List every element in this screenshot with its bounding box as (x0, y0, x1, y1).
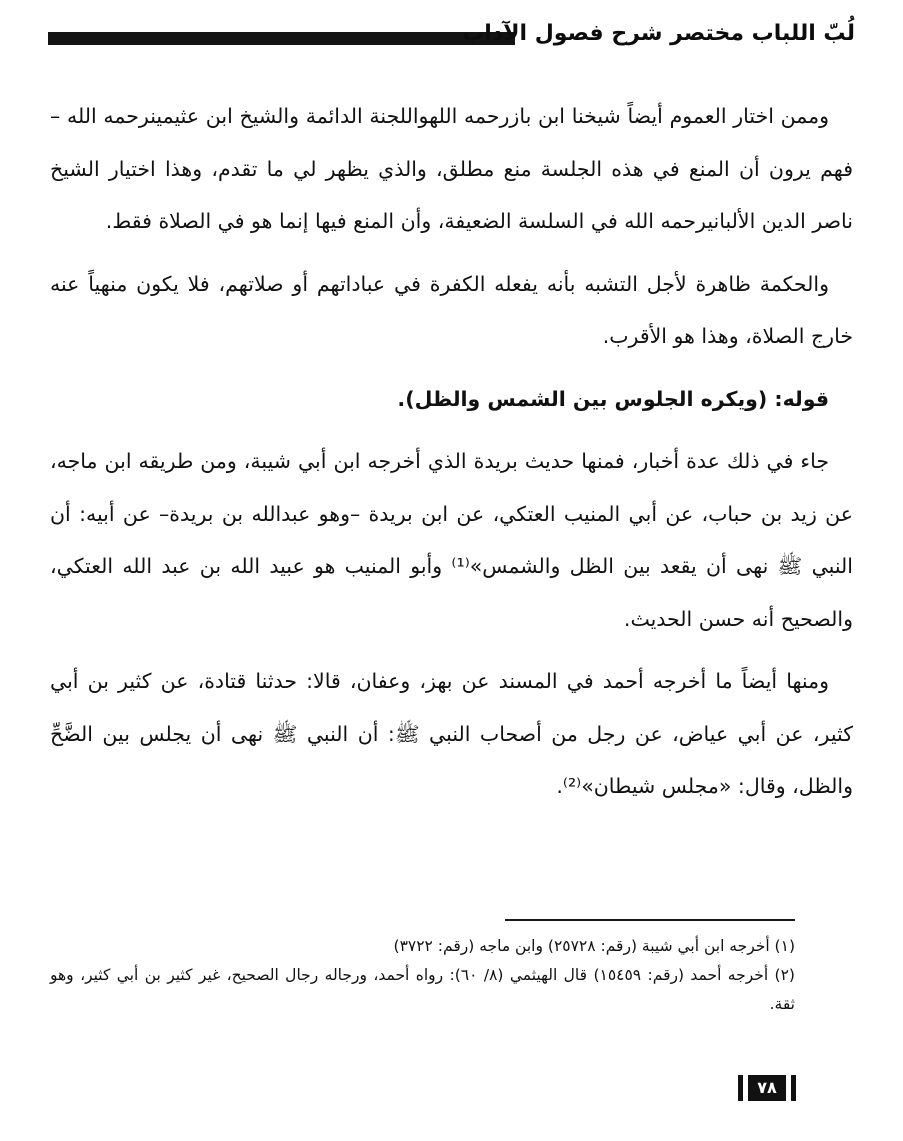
page-number-left-bar (738, 1075, 743, 1101)
header-rule (48, 32, 515, 45)
matn-quote: قوله: (ويكره الجلوس بين الشمس والظل). (397, 386, 829, 411)
page-number (738, 1073, 796, 1103)
footnote: (١) أخرجه ابن أبي شيبة (رقم: ٢٥٧٢٨) وابن ماجه (رقم: ٣٧٢٢) (393, 937, 795, 955)
running-title: لُبّ اللباب مختصر شرح فصول الآداب (462, 21, 855, 46)
paragraph: والحكمة ظاهرة لأجل التشبه بأنه يفعله الكفرة في عباداتهم أو صلاتهم، فلا يكون منهياً عنه خارج الصلاة، وهذا هو الأقرب. (50, 271, 853, 348)
paragraph: وممن اختار العموم أيضاً شيخنا ابن بازرحمه اللهواللجنة الدائمة والشيخ ابن عثيمينرحمه الله – فهم يرون أن المنع في هذه الجلسة منع مطلق، والذي يظهر لي ما تقدم، وهذا اختيار الشيخ ناصر الدين الألبانيرحمه الله في السلسة الضعيفة، وأن المنع فيها إنما هو في الصلاة فقط. (50, 104, 853, 233)
main-text (50, 90, 853, 823)
paragraph: جاء في ذلك عدة أخبار، فمنها حديث بريدة الذي أخرجه ابن أبي شيبة، ومن طريقه ابن ماجه، عن زيد بن حباب، عن أبي المنيب العتكي، عن ابن بريدة –وهو عبدالله بن بريدة– عن أبيه: أن النبي ﷺ نهى أن يقعد بين الظل والشمس»⁽¹⁾ وأبو المنيب هو عبيد الله بن عبد الله العتكي، والصحيح أنه حسن الحديث. (50, 449, 853, 631)
page-number-right-bar (791, 1075, 796, 1101)
page-header (48, 14, 855, 54)
footnote: (٢) أخرجه أحمد (رقم: ١٥٤٥٩) قال الهيثمي (٨/ ٦٠): رواه أحمد، ورجاله رجال الصحيح، غير كثير بن أبي كثير، وهو ثقة. (50, 966, 795, 1013)
footnotes (50, 932, 795, 1019)
paragraph: ومنها أيضاً ما أخرجه أحمد في المسند عن بهز، وعفان، قالا: حدثنا قتادة، عن كثير بن أبي كثير، عن أبي عياض، عن رجل من أصحاب النبي ﷺ: أن النبي ﷺ نهى أن يجلس بين الضَّحِّ والظل، وقال: «مجلس شيطان»⁽²⁾. (50, 669, 853, 798)
page-number-label: ٧٨ (748, 1075, 786, 1101)
footnote-separator (505, 919, 795, 921)
